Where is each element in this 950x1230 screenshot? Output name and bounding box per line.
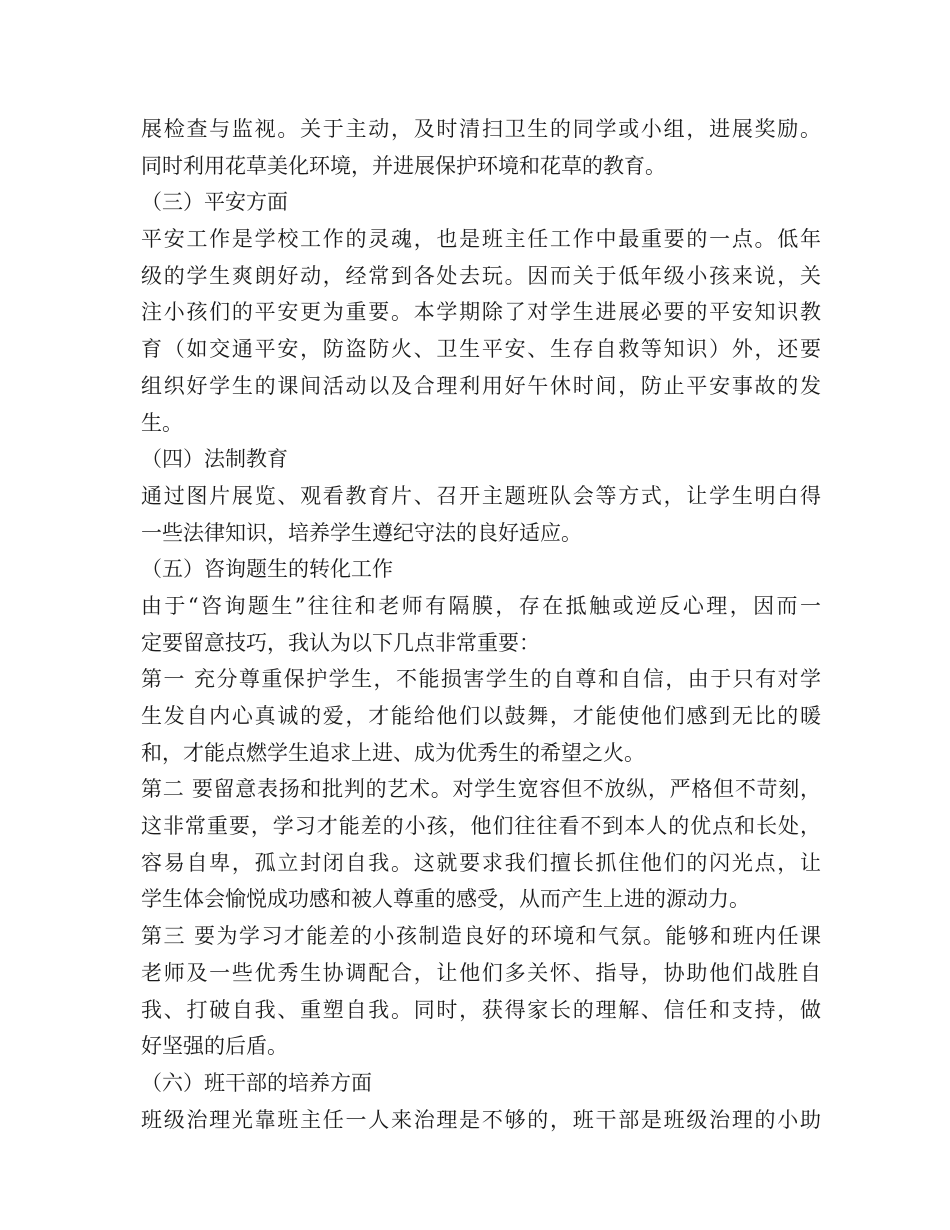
text-line: 好坚强的后盾。 <box>141 1034 288 1059</box>
text-line: 定要留意技巧，我认为以下几点非常重要： <box>141 630 540 655</box>
text-line: 容易自卑，孤立封闭自我。这就要求我们擅长抓住他们的闪光点，让 <box>141 850 821 875</box>
text-line: 同时利用花草美化环境，并进展保护环境和花草的教育。 <box>141 153 666 178</box>
text-line: 生发自内心真诚的爱，才能给他们以鼓舞，才能使他们感到无比的暖 <box>141 704 821 728</box>
document-body <box>141 111 821 1138</box>
section-heading: （三）平安方面 <box>141 190 288 215</box>
text-line: 第三 要为学习才能差的小孩制造良好的环境和气氛。能够和班内任课 <box>141 924 821 949</box>
text-line: 第一 充分尊重保护学生，不能损害学生的自尊和自信，由于只有对学 <box>141 667 821 692</box>
section-heading: （六）班干部的培养方面 <box>141 1070 372 1095</box>
section-heading: （五）咨询题生的转化工作 <box>141 557 393 582</box>
text-line: 学生体会愉悦成功感和被人尊重的感受，从而产生上进的源动力。 <box>141 887 750 912</box>
text-line: 这非常重要，学习才能差的小孩，他们往往看不到本人的优点和长处， <box>141 814 821 839</box>
text-line: 由于“咨询题生”往往和老师有隔膜，存在抵触或逆反心理，因而一 <box>141 593 821 618</box>
text-line: 第二 要留意表扬和批判的艺术。对学生宽容但不放纵，严格但不苛刻， <box>141 777 821 802</box>
text-line: 注小孩们的平安更为重要。本学期除了对学生进展必要的平安知识教 <box>141 300 821 325</box>
text-line: 级的学生爽朗好动，经常到各处去玩。因而关于低年级小孩来说，关 <box>141 263 821 288</box>
text-line: 展检查与监视。关于主动，及时清扫卫生的同学或小组，进展奖励。 <box>141 117 821 141</box>
text-line: 生。 <box>141 410 183 435</box>
text-line: 和，才能点燃学生追求上进、成为优秀生的希望之火。 <box>141 740 645 765</box>
text-line: 老师及一些优秀生协调配合，让他们多关怀、指导，协助他们战胜自 <box>141 960 821 985</box>
text-line: 我、打破自我、重塑自我。同时，获得家长的理解、信任和支持，做 <box>141 997 821 1022</box>
text-line: 一些法律知识，培养学生遵纪守法的良好适应。 <box>141 520 582 545</box>
text-line: 组织好学生的课间活动以及合理利用好午休时间，防止平安事故的发 <box>141 373 821 398</box>
section-heading: （四）法制教育 <box>141 447 288 472</box>
text-line: 育（如交通平安，防盗防火、卫生平安、生存自救等知识）外，还要 <box>141 337 821 362</box>
text-line: 班级治理光靠班主任一人来治理是不够的，班干部是班级治理的小助 <box>141 1107 821 1132</box>
text-line: 平安工作是学校工作的灵魂，也是班主任工作中最重要的一点。低年 <box>141 227 821 252</box>
text-line: 通过图片展览、观看教育片、召开主题班队会等方式，让学生明白得 <box>141 483 821 508</box>
